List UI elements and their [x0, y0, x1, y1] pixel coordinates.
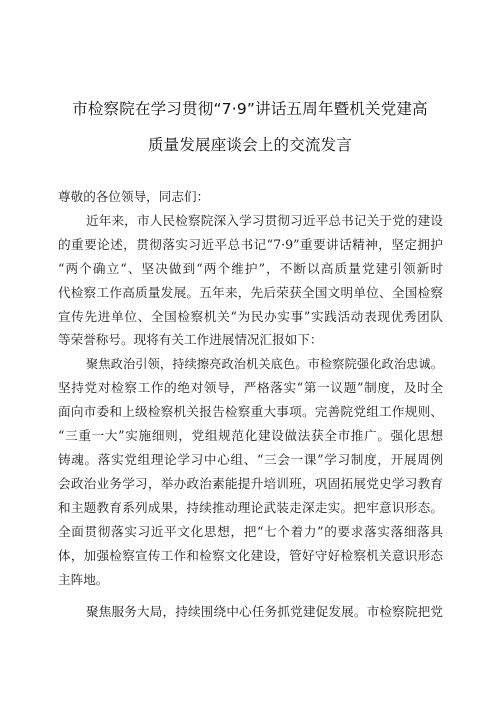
paragraph-1-line-2: 的重要论述，贯彻落实习近平总书记“7·9”重要讲话精神，坚定拥护: [58, 237, 443, 252]
paragraph-2-line-4: “三重一大”实施细则，党组规范化建设做法获全市推广。强化思想: [58, 428, 443, 443]
paragraph-3-line-1: 聚焦服务大局，持续围绕中心任务抓党建促发展。市检察院把党: [86, 604, 443, 619]
paragraph-2-line-3: 面向市委和上级检察机关报告检察重大事项。完善院党组工作规则、: [58, 404, 443, 419]
paragraph-2-line-1: 聚焦政治引领，持续擦亮政治机关底色。市检察院强化政治忠诚。: [86, 357, 443, 371]
paragraph-2-line-10: 主阵地。: [58, 572, 109, 587]
salutation: 尊敬的各位领导，同志们：: [58, 189, 210, 204]
paragraph-1-line-3: “两个确立“、坚决做到“两个维护”，不断以高质量党建引领新时: [58, 261, 443, 276]
document-title-line-2: 质量发展座谈会上的交流发言: [147, 136, 353, 154]
paragraph-2-line-6: 会政治业务学习，举办政治素能提升培训班，巩固拓展党史学习教育: [58, 476, 443, 491]
paragraph-1-line-6: 等荣誉称号。现将有关工作进展情况汇报如下：: [58, 332, 323, 347]
paragraph-2-line-5: 铸魂。落实党组理论学习中心组、“三会一课”学习制度，开展周例: [58, 452, 443, 467]
document-title-line-1: 市检察院在学习贯彻“7·9”讲话五周年暨机关党建高: [72, 100, 428, 118]
paragraph-2-line-8: 全面贯彻落实习近平文化思想，把“七个着力”的要求落实落细落具: [58, 524, 443, 539]
paragraph-2-line-9: 体，加强检察宣传工作和检察文化建设，管好守好检察机关意识形态: [58, 548, 443, 563]
paragraph-1-line-1: 近年来，市人民检察院深入学习贯彻习近平总书记关于党的建设: [86, 213, 443, 228]
paragraph-2-line-7: 和主题教育系列成果，持续推动理论武装走深走实。把牢意识形态。: [58, 500, 443, 515]
paragraph-1-line-5: 宣传先进单位、全国检察机关“为民办实事”实践活动表现优秀团队: [58, 309, 443, 324]
paragraph-1-line-4: 代检察工作高质量发展。五年来，先后荣获全国文明单位、全国检察: [58, 285, 443, 300]
paragraph-2-line-2: 坚持党对检察工作的绝对领导，严格落实“第一议题”制度，及时全: [58, 380, 443, 395]
